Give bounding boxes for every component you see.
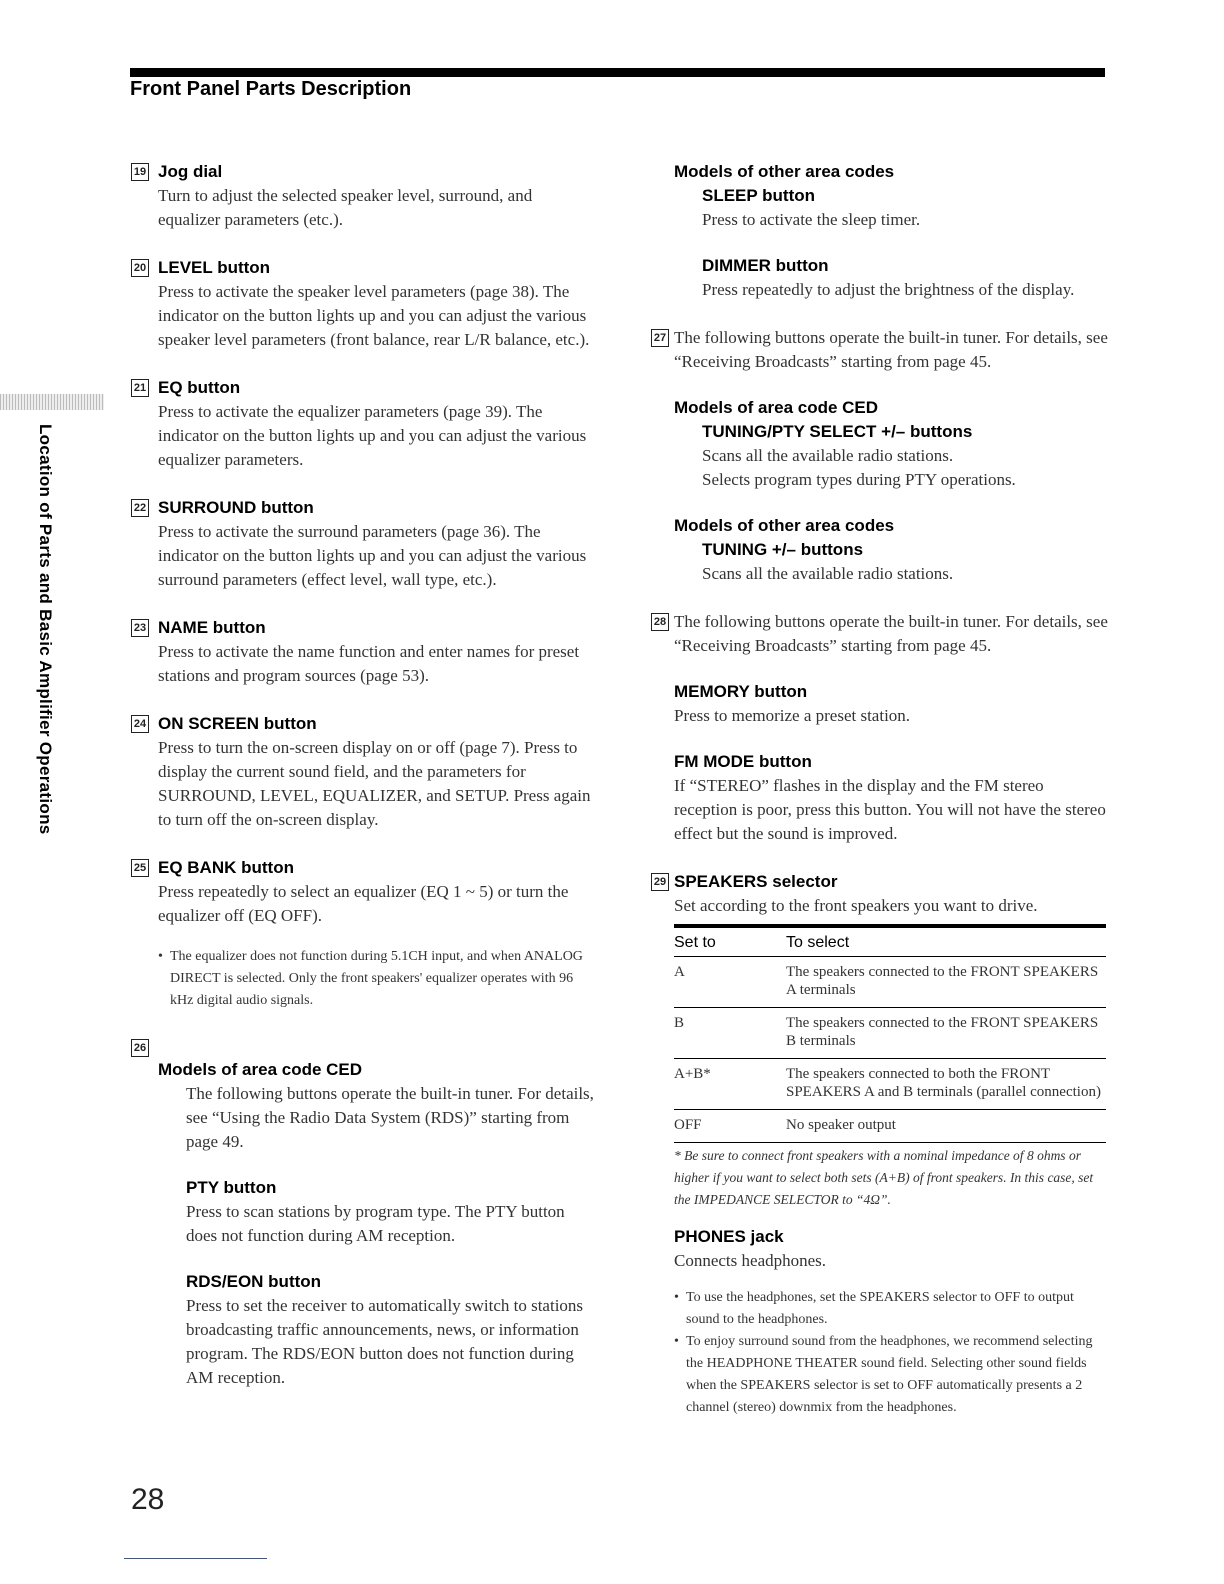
dimmer-button-heading: DIMMER button [702, 256, 829, 275]
item-number: 28 [651, 613, 669, 631]
item-26 [128, 1036, 598, 1390]
item-body: The following buttons operate the built-in tuner. For details, see “Receiving Broadcasts” starting from page 45. [674, 328, 1108, 371]
item-number: 26 [131, 1039, 149, 1057]
table-row [674, 1110, 1106, 1143]
item-number: 20 [131, 259, 149, 277]
fm-mode-button-heading: FM MODE button [674, 752, 812, 771]
table-row [674, 1008, 1106, 1059]
page-number: 28 [131, 1483, 165, 1516]
tuning-buttons-heading: TUNING +/– buttons [702, 540, 864, 559]
item-25 [128, 856, 598, 1012]
pty-button-heading: PTY button [186, 1178, 277, 1197]
group-heading: Models of area code CED [158, 1060, 363, 1079]
item-body: Press to activate the equalizer parameters (page 39). The indicator on the button lights up and you can adjust the various equalizer parameters. [158, 402, 587, 469]
page-title: Front Panel Parts Description [130, 78, 412, 100]
item-number: 24 [131, 715, 149, 733]
item-body: Turn to adjust the selected speaker level, surround, and equalizer parameters (etc.). [158, 186, 533, 229]
right-column [648, 160, 1108, 1419]
item-heading: EQ button [158, 378, 241, 397]
table-cell: A [674, 957, 786, 1008]
table-header: To select [786, 926, 1106, 957]
table-cell: The speakers connected to the FRONT SPEAKERS B terminals [786, 1008, 1106, 1059]
phones-jack-body: Connects headphones. [674, 1251, 827, 1270]
item-number: 23 [131, 619, 149, 637]
item-body: Press to activate the surround parameters (page 36). The indicator on the button lights up and you can adjust the various surround parameters (effect level, wall type, etc.). [158, 522, 587, 589]
item-body: Selects program types during PTY operations. [702, 470, 1016, 489]
sleep-button-heading: SLEEP button [702, 186, 816, 205]
rds-eon-button-body: Press to set the receiver to automatically switch to stations broadcasting traffic announcements, news, or information program. The RDS/EON button does not function during AM reception. [186, 1296, 584, 1387]
item-number: 19 [131, 163, 149, 181]
item-22 [128, 496, 598, 592]
dimmer-button-body: Press repeatedly to adjust the brightness of the display. [702, 280, 1075, 299]
item-24 [128, 712, 598, 832]
item-20 [128, 256, 598, 352]
item-heading: Jog dial [158, 162, 223, 181]
tuning-pty-select-heading: TUNING/PTY SELECT +/– buttons [702, 422, 973, 441]
other-area-block [648, 160, 1108, 302]
phones-block [648, 1225, 1108, 1419]
table-cell: No speaker output [786, 1110, 1106, 1143]
item-28 [648, 610, 1108, 846]
group-heading: Models of area code CED [674, 398, 879, 417]
speakers-selector-heading: SPEAKERS selector [674, 872, 838, 891]
item-body: Press to turn the on-screen display on or off (page 7). Press to display the current sound field, and the parameters for SURROUND, LEVEL, EQUALIZER, and SETUP. Press again to turn off the on-screen display. [158, 738, 591, 829]
item-heading: NAME button [158, 618, 266, 637]
left-column [128, 160, 598, 1414]
item-heading: ON SCREEN button [158, 714, 317, 733]
item-19 [128, 160, 598, 232]
memory-button-heading: MEMORY button [674, 682, 808, 701]
item-21 [128, 376, 598, 472]
table-cell: The speakers connected to the FRONT SPEAKERS A terminals [786, 957, 1106, 1008]
item-body: Scans all the available radio stations. [702, 564, 954, 583]
table-header: Set to [674, 926, 786, 957]
item-number: 25 [131, 859, 149, 877]
table-cell: OFF [674, 1110, 786, 1143]
item-body: The following buttons operate the built-in tuner. For details, see “Using the Radio Data System (RDS)” starting from page 49. [186, 1084, 594, 1151]
item-body: Scans all the available radio stations. [702, 446, 954, 465]
item-heading: EQ BANK button [158, 858, 294, 877]
item-27 [648, 326, 1108, 586]
group-heading: Models of other area codes [674, 162, 895, 181]
item-body: Press to activate the speaker level parameters (page 38). The indicator on the button lights up and you can adjust the various speaker level parameters (front balance, rear L/R balance, etc.). [158, 282, 590, 349]
note: • To enjoy surround sound from the headphones, we recommend selecting the HEADPHONE THEATER sound field. Selecting other sound fields when the SPEAKERS selector is set to OFF automatically presents a 2 channel (stereo) downmix from the headphones. [674, 1331, 1108, 1419]
item-heading: SURROUND button [158, 498, 314, 517]
header-rule [130, 68, 1105, 77]
side-tab-label: Location of Parts and Basic Amplifier Operations [36, 424, 55, 835]
pty-button-body: Press to scan stations by program type. The PTY button does not function during AM reception. [186, 1202, 565, 1245]
group-heading: Models of other area codes [674, 516, 895, 535]
item-29 [648, 870, 1108, 1211]
item-body: Press repeatedly to select an equalizer (EQ 1 ~ 5) or turn the equalizer off (EQ OFF). [158, 882, 569, 925]
item-body: Press to activate the name function and enter names for preset stations and program sources (page 53). [158, 642, 580, 685]
phones-jack-heading: PHONES jack [674, 1227, 784, 1246]
item-body: The following buttons operate the built-in tuner. For details, see “Receiving Broadcasts” starting from page 45. [674, 612, 1108, 655]
item-number: 22 [131, 499, 149, 517]
table-row [674, 957, 1106, 1008]
memory-button-body: Press to memorize a preset station. [674, 706, 911, 725]
item-number: 21 [131, 379, 149, 397]
rds-eon-button-heading: RDS/EON button [186, 1272, 322, 1291]
item-number: 27 [651, 329, 669, 347]
note: • To use the headphones, set the SPEAKERS selector to OFF to output sound to the headphones. [674, 1287, 1108, 1331]
side-tab-marker [0, 394, 104, 410]
item-heading: LEVEL button [158, 258, 271, 277]
speakers-table [674, 924, 1106, 1143]
fm-mode-button-body: If “STEREO” flashes in the display and the FM stereo reception is poor, press this button. You will not have the stereo effect but the sound is improved. [674, 776, 1106, 843]
footnote: * Be sure to connect front speakers with a nominal impedance of 8 ohms or higher if you want to select both sets (A+B) of front speakers. In this case, set the IMPEDANCE SELECTOR to “4Ω”. [674, 1148, 1094, 1207]
item-23 [128, 616, 598, 688]
sleep-button-body: Press to activate the sleep timer. [702, 210, 921, 229]
item-number: 29 [651, 873, 669, 891]
table-cell: The speakers connected to both the FRONT SPEAKERS A and B terminals (parallel connection) [786, 1059, 1106, 1110]
item-body: Set according to the front speakers you want to drive. [674, 896, 1038, 915]
table-cell: A+B* [674, 1059, 786, 1110]
note: • The equalizer does not function during 5.1CH input, and when ANALOG DIRECT is selected. Only the front speakers' equalizer operates with 96 kHz digital audio signals. [158, 946, 598, 1012]
table-row [674, 1059, 1106, 1110]
footer-rule [124, 1558, 267, 1559]
table-cell: B [674, 1008, 786, 1059]
